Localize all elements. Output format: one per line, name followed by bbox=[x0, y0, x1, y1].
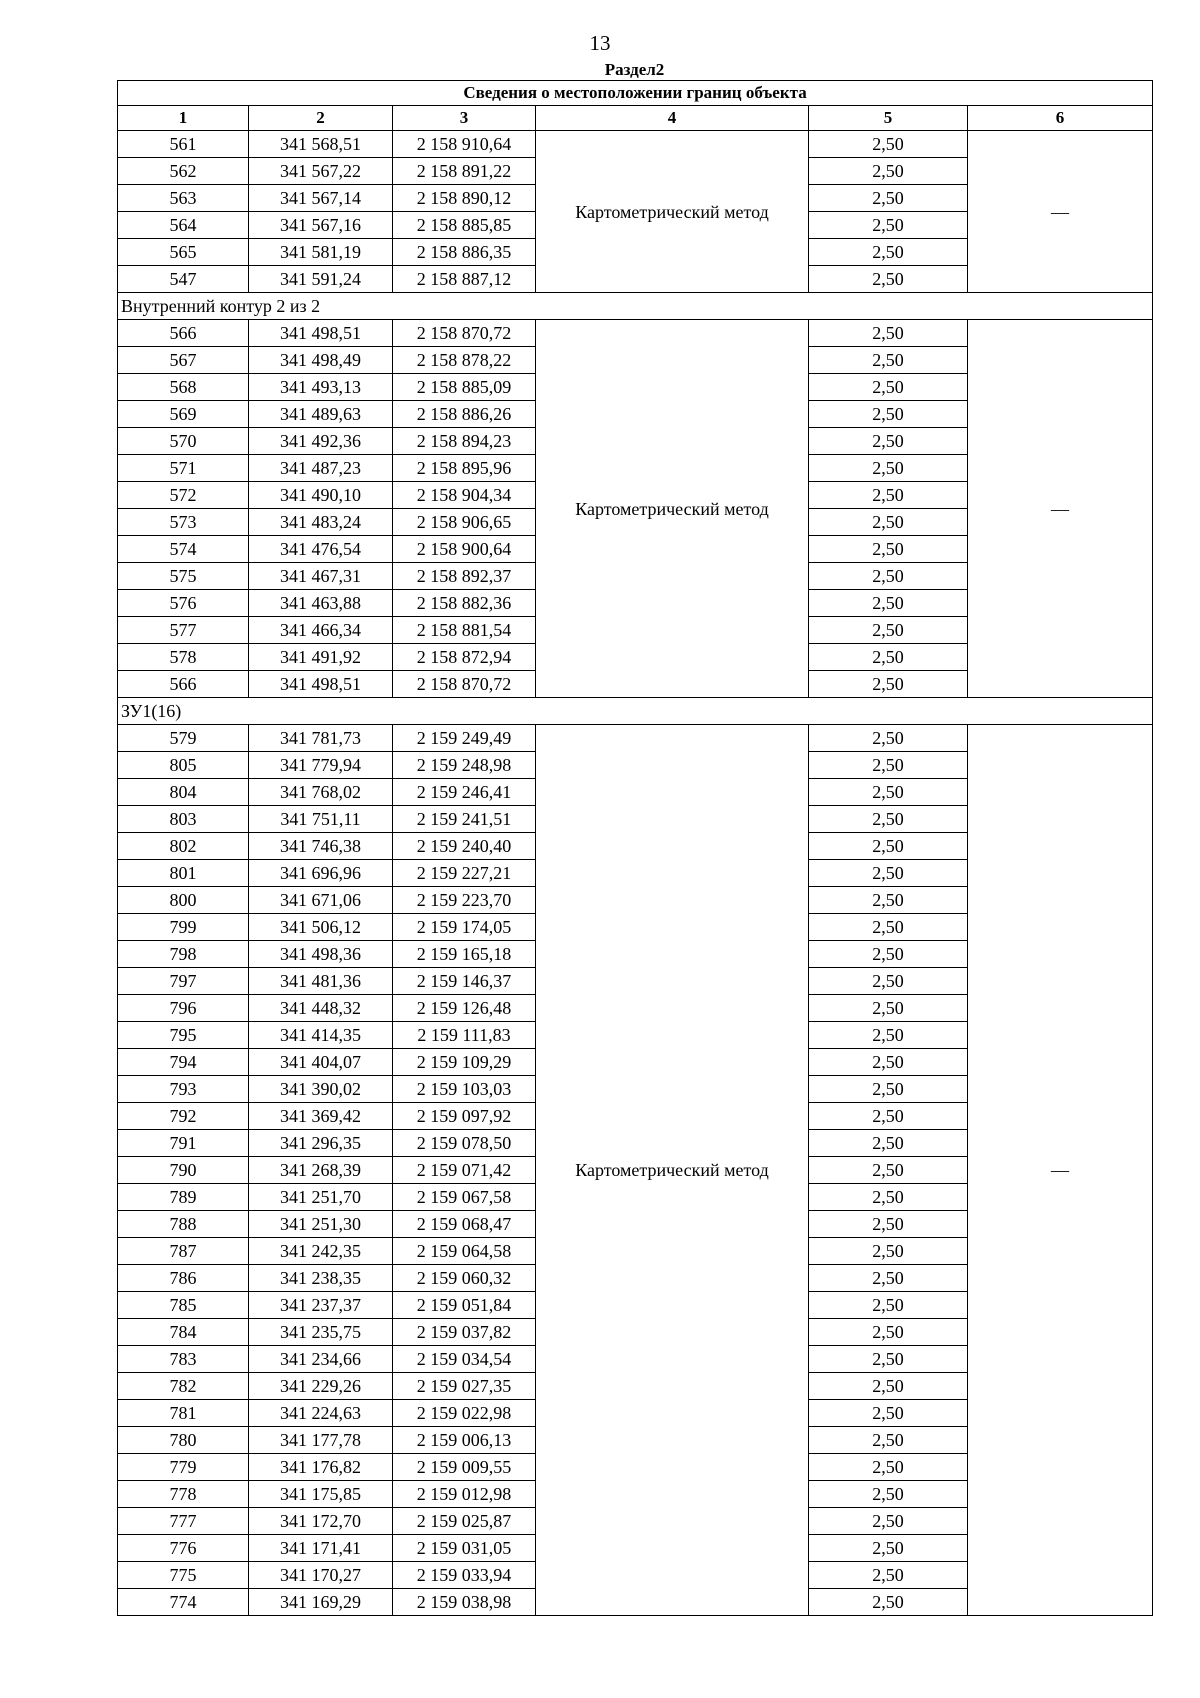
coord-y: 2 159 078,50 bbox=[393, 1130, 536, 1157]
point-number: 547 bbox=[118, 266, 249, 293]
table-row bbox=[118, 725, 1153, 752]
accuracy-value: 2,50 bbox=[809, 860, 968, 887]
accuracy-value: 2,50 bbox=[809, 752, 968, 779]
accuracy-value: 2,50 bbox=[809, 1238, 968, 1265]
accuracy-value: 2,50 bbox=[809, 239, 968, 266]
coord-x: 341 251,30 bbox=[249, 1211, 393, 1238]
coord-y: 2 159 241,51 bbox=[393, 806, 536, 833]
point-number: 566 bbox=[118, 671, 249, 698]
coord-y: 2 159 012,98 bbox=[393, 1481, 536, 1508]
coord-x: 341 567,16 bbox=[249, 212, 393, 239]
page-number: 13 bbox=[589, 31, 611, 55]
coord-y: 2 159 033,94 bbox=[393, 1562, 536, 1589]
coord-y: 2 158 878,22 bbox=[393, 347, 536, 374]
point-number: 790 bbox=[118, 1157, 249, 1184]
accuracy-value: 2,50 bbox=[809, 887, 968, 914]
accuracy-value: 2,50 bbox=[809, 482, 968, 509]
point-number: 775 bbox=[118, 1562, 249, 1589]
coord-y: 2 158 882,36 bbox=[393, 590, 536, 617]
coord-y: 2 159 034,54 bbox=[393, 1346, 536, 1373]
coord-y: 2 159 031,05 bbox=[393, 1535, 536, 1562]
method-cell: Картометрический метод bbox=[536, 725, 809, 1616]
accuracy-value: 2,50 bbox=[809, 185, 968, 212]
accuracy-value: 2,50 bbox=[809, 617, 968, 644]
point-number: 570 bbox=[118, 428, 249, 455]
point-number: 572 bbox=[118, 482, 249, 509]
coord-y: 2 158 872,94 bbox=[393, 644, 536, 671]
coord-x: 341 224,63 bbox=[249, 1400, 393, 1427]
coord-x: 341 768,02 bbox=[249, 779, 393, 806]
coord-x: 341 467,31 bbox=[249, 563, 393, 590]
coord-x: 341 169,29 bbox=[249, 1589, 393, 1616]
column-header-3: 3 bbox=[393, 106, 536, 131]
point-number: 785 bbox=[118, 1292, 249, 1319]
accuracy-value: 2,50 bbox=[809, 968, 968, 995]
coord-x: 341 481,36 bbox=[249, 968, 393, 995]
point-number: 569 bbox=[118, 401, 249, 428]
coord-x: 341 491,92 bbox=[249, 644, 393, 671]
coord-y: 2 158 886,26 bbox=[393, 401, 536, 428]
boundary-table bbox=[117, 80, 1153, 1616]
coord-y: 2 159 174,05 bbox=[393, 914, 536, 941]
coord-y: 2 159 165,18 bbox=[393, 941, 536, 968]
coord-y: 2 159 097,92 bbox=[393, 1103, 536, 1130]
coord-x: 341 591,24 bbox=[249, 266, 393, 293]
coord-x: 341 498,51 bbox=[249, 320, 393, 347]
coord-x: 341 268,39 bbox=[249, 1157, 393, 1184]
coord-y: 2 158 910,64 bbox=[393, 131, 536, 158]
accuracy-value: 2,50 bbox=[809, 1157, 968, 1184]
coord-y: 2 159 227,21 bbox=[393, 860, 536, 887]
coord-x: 341 177,78 bbox=[249, 1427, 393, 1454]
point-number: 567 bbox=[118, 347, 249, 374]
point-number: 573 bbox=[118, 509, 249, 536]
point-number: 795 bbox=[118, 1022, 249, 1049]
point-number: 574 bbox=[118, 536, 249, 563]
point-number: 780 bbox=[118, 1427, 249, 1454]
coord-y: 2 158 894,23 bbox=[393, 428, 536, 455]
accuracy-value: 2,50 bbox=[809, 1265, 968, 1292]
coord-x: 341 696,96 bbox=[249, 860, 393, 887]
coord-y: 2 158 886,35 bbox=[393, 239, 536, 266]
point-number: 563 bbox=[118, 185, 249, 212]
col6-cell: — bbox=[968, 131, 1153, 293]
accuracy-value: 2,50 bbox=[809, 1454, 968, 1481]
coord-y: 2 159 025,87 bbox=[393, 1508, 536, 1535]
coord-y: 2 159 009,55 bbox=[393, 1454, 536, 1481]
accuracy-value: 2,50 bbox=[809, 428, 968, 455]
point-number: 787 bbox=[118, 1238, 249, 1265]
coord-x: 341 242,35 bbox=[249, 1238, 393, 1265]
point-number: 781 bbox=[118, 1400, 249, 1427]
coord-x: 341 781,73 bbox=[249, 725, 393, 752]
accuracy-value: 2,50 bbox=[809, 536, 968, 563]
coord-x: 341 487,23 bbox=[249, 455, 393, 482]
accuracy-value: 2,50 bbox=[809, 644, 968, 671]
point-number: 792 bbox=[118, 1103, 249, 1130]
coord-y: 2 159 064,58 bbox=[393, 1238, 536, 1265]
col6-cell: — bbox=[968, 725, 1153, 1616]
coord-x: 341 404,07 bbox=[249, 1049, 393, 1076]
point-number: 778 bbox=[118, 1481, 249, 1508]
coord-x: 341 176,82 bbox=[249, 1454, 393, 1481]
coord-y: 2 159 111,83 bbox=[393, 1022, 536, 1049]
point-number: 788 bbox=[118, 1211, 249, 1238]
accuracy-value: 2,50 bbox=[809, 455, 968, 482]
coord-y: 2 159 051,84 bbox=[393, 1292, 536, 1319]
accuracy-value: 2,50 bbox=[809, 1400, 968, 1427]
accuracy-value: 2,50 bbox=[809, 725, 968, 752]
coord-y: 2 159 038,98 bbox=[393, 1589, 536, 1616]
column-header-1: 1 bbox=[118, 106, 249, 131]
point-number: 786 bbox=[118, 1265, 249, 1292]
accuracy-value: 2,50 bbox=[809, 1481, 968, 1508]
point-number: 791 bbox=[118, 1130, 249, 1157]
coord-x: 341 476,54 bbox=[249, 536, 393, 563]
coord-y: 2 159 248,98 bbox=[393, 752, 536, 779]
accuracy-value: 2,50 bbox=[809, 833, 968, 860]
point-number: 794 bbox=[118, 1049, 249, 1076]
coord-x: 341 581,19 bbox=[249, 239, 393, 266]
coord-x: 341 490,10 bbox=[249, 482, 393, 509]
accuracy-value: 2,50 bbox=[809, 779, 968, 806]
coord-x: 341 463,88 bbox=[249, 590, 393, 617]
accuracy-value: 2,50 bbox=[809, 374, 968, 401]
accuracy-value: 2,50 bbox=[809, 158, 968, 185]
accuracy-value: 2,50 bbox=[809, 1589, 968, 1616]
coord-x: 341 172,70 bbox=[249, 1508, 393, 1535]
coord-x: 341 506,12 bbox=[249, 914, 393, 941]
coord-y: 2 158 885,85 bbox=[393, 212, 536, 239]
point-number: 804 bbox=[118, 779, 249, 806]
point-number: 774 bbox=[118, 1589, 249, 1616]
coord-x: 341 448,32 bbox=[249, 995, 393, 1022]
coord-x: 341 751,11 bbox=[249, 806, 393, 833]
group-label-row bbox=[118, 293, 1153, 320]
coord-y: 2 158 891,22 bbox=[393, 158, 536, 185]
accuracy-value: 2,50 bbox=[809, 1130, 968, 1157]
point-number: 579 bbox=[118, 725, 249, 752]
accuracy-value: 2,50 bbox=[809, 590, 968, 617]
point-number: 793 bbox=[118, 1076, 249, 1103]
accuracy-value: 2,50 bbox=[809, 563, 968, 590]
coord-y: 2 159 246,41 bbox=[393, 779, 536, 806]
point-number: 575 bbox=[118, 563, 249, 590]
table-title-row bbox=[118, 81, 1153, 106]
point-number: 564 bbox=[118, 212, 249, 239]
coord-x: 341 234,66 bbox=[249, 1346, 393, 1373]
accuracy-value: 2,50 bbox=[809, 1508, 968, 1535]
coord-x: 341 296,35 bbox=[249, 1130, 393, 1157]
coord-y: 2 158 890,12 bbox=[393, 185, 536, 212]
coord-x: 341 746,38 bbox=[249, 833, 393, 860]
point-number: 576 bbox=[118, 590, 249, 617]
column-header-6: 6 bbox=[968, 106, 1153, 131]
point-number: 799 bbox=[118, 914, 249, 941]
table-row bbox=[118, 131, 1153, 158]
column-header-4: 4 bbox=[536, 106, 809, 131]
point-number: 802 bbox=[118, 833, 249, 860]
point-number: 577 bbox=[118, 617, 249, 644]
coord-x: 341 251,70 bbox=[249, 1184, 393, 1211]
point-number: 578 bbox=[118, 644, 249, 671]
coord-y: 2 159 068,47 bbox=[393, 1211, 536, 1238]
coord-y: 2 158 887,12 bbox=[393, 266, 536, 293]
point-number: 779 bbox=[118, 1454, 249, 1481]
point-number: 568 bbox=[118, 374, 249, 401]
accuracy-value: 2,50 bbox=[809, 1184, 968, 1211]
column-header-5: 5 bbox=[809, 106, 968, 131]
coord-y: 2 159 006,13 bbox=[393, 1427, 536, 1454]
point-number: 783 bbox=[118, 1346, 249, 1373]
coord-x: 341 498,51 bbox=[249, 671, 393, 698]
coord-x: 341 498,36 bbox=[249, 941, 393, 968]
point-number: 805 bbox=[118, 752, 249, 779]
accuracy-value: 2,50 bbox=[809, 1346, 968, 1373]
coord-y: 2 159 060,32 bbox=[393, 1265, 536, 1292]
accuracy-value: 2,50 bbox=[809, 1076, 968, 1103]
accuracy-value: 2,50 bbox=[809, 266, 968, 293]
coord-x: 341 369,42 bbox=[249, 1103, 393, 1130]
accuracy-value: 2,50 bbox=[809, 1022, 968, 1049]
coord-y: 2 159 071,42 bbox=[393, 1157, 536, 1184]
coord-x: 341 238,35 bbox=[249, 1265, 393, 1292]
accuracy-value: 2,50 bbox=[809, 1535, 968, 1562]
accuracy-value: 2,50 bbox=[809, 1292, 968, 1319]
column-header-row bbox=[118, 106, 1153, 131]
coord-x: 341 493,13 bbox=[249, 374, 393, 401]
accuracy-value: 2,50 bbox=[809, 995, 968, 1022]
coord-x: 341 492,36 bbox=[249, 428, 393, 455]
coord-x: 341 498,49 bbox=[249, 347, 393, 374]
accuracy-value: 2,50 bbox=[809, 1562, 968, 1589]
coord-x: 341 175,85 bbox=[249, 1481, 393, 1508]
coord-y: 2 159 103,03 bbox=[393, 1076, 536, 1103]
coord-y: 2 158 895,96 bbox=[393, 455, 536, 482]
coord-y: 2 158 892,37 bbox=[393, 563, 536, 590]
coord-y: 2 159 223,70 bbox=[393, 887, 536, 914]
coord-x: 341 568,51 bbox=[249, 131, 393, 158]
group-label: Внутренний контур 2 из 2 bbox=[118, 293, 1153, 320]
col6-cell: — bbox=[968, 320, 1153, 698]
point-number: 797 bbox=[118, 968, 249, 995]
method-cell: Картометрический метод bbox=[536, 131, 809, 293]
point-number: 803 bbox=[118, 806, 249, 833]
coord-y: 2 159 037,82 bbox=[393, 1319, 536, 1346]
table-title: Сведения о местоположении границ объекта bbox=[118, 81, 1153, 106]
point-number: 800 bbox=[118, 887, 249, 914]
point-number: 784 bbox=[118, 1319, 249, 1346]
coord-x: 341 171,41 bbox=[249, 1535, 393, 1562]
coord-y: 2 159 022,98 bbox=[393, 1400, 536, 1427]
accuracy-value: 2,50 bbox=[809, 941, 968, 968]
coord-y: 2 158 870,72 bbox=[393, 320, 536, 347]
coord-y: 2 159 109,29 bbox=[393, 1049, 536, 1076]
coord-x: 341 170,27 bbox=[249, 1562, 393, 1589]
point-number: 789 bbox=[118, 1184, 249, 1211]
accuracy-value: 2,50 bbox=[809, 1049, 968, 1076]
coord-y: 2 159 067,58 bbox=[393, 1184, 536, 1211]
point-number: 782 bbox=[118, 1373, 249, 1400]
accuracy-value: 2,50 bbox=[809, 1319, 968, 1346]
coord-y: 2 158 881,54 bbox=[393, 617, 536, 644]
accuracy-value: 2,50 bbox=[809, 401, 968, 428]
accuracy-value: 2,50 bbox=[809, 914, 968, 941]
method-cell: Картометрический метод bbox=[536, 320, 809, 698]
coord-y: 2 158 904,34 bbox=[393, 482, 536, 509]
accuracy-value: 2,50 bbox=[809, 671, 968, 698]
coord-y: 2 158 870,72 bbox=[393, 671, 536, 698]
group-label-row bbox=[118, 698, 1153, 725]
coord-x: 341 671,06 bbox=[249, 887, 393, 914]
table-body bbox=[118, 131, 1153, 1616]
point-number: 571 bbox=[118, 455, 249, 482]
coord-x: 341 390,02 bbox=[249, 1076, 393, 1103]
column-header-2: 2 bbox=[249, 106, 393, 131]
point-number: 777 bbox=[118, 1508, 249, 1535]
coord-y: 2 159 146,37 bbox=[393, 968, 536, 995]
accuracy-value: 2,50 bbox=[809, 509, 968, 536]
coord-y: 2 159 126,48 bbox=[393, 995, 536, 1022]
accuracy-value: 2,50 bbox=[809, 806, 968, 833]
table-row bbox=[118, 320, 1153, 347]
point-number: 801 bbox=[118, 860, 249, 887]
accuracy-value: 2,50 bbox=[809, 131, 968, 158]
coord-x: 341 779,94 bbox=[249, 752, 393, 779]
coord-x: 341 237,37 bbox=[249, 1292, 393, 1319]
point-number: 798 bbox=[118, 941, 249, 968]
point-number: 561 bbox=[118, 131, 249, 158]
coord-y: 2 159 249,49 bbox=[393, 725, 536, 752]
accuracy-value: 2,50 bbox=[809, 1427, 968, 1454]
accuracy-value: 2,50 bbox=[809, 1211, 968, 1238]
coord-y: 2 158 885,09 bbox=[393, 374, 536, 401]
coord-y: 2 158 900,64 bbox=[393, 536, 536, 563]
coord-x: 341 229,26 bbox=[249, 1373, 393, 1400]
point-number: 566 bbox=[118, 320, 249, 347]
coord-x: 341 235,75 bbox=[249, 1319, 393, 1346]
point-number: 796 bbox=[118, 995, 249, 1022]
accuracy-value: 2,50 bbox=[809, 212, 968, 239]
accuracy-value: 2,50 bbox=[809, 1103, 968, 1130]
point-number: 562 bbox=[118, 158, 249, 185]
coord-x: 341 567,22 bbox=[249, 158, 393, 185]
point-number: 776 bbox=[118, 1535, 249, 1562]
coord-x: 341 466,34 bbox=[249, 617, 393, 644]
accuracy-value: 2,50 bbox=[809, 347, 968, 374]
coord-x: 341 483,24 bbox=[249, 509, 393, 536]
section-title: Раздел2 bbox=[604, 60, 665, 79]
coord-y: 2 159 240,40 bbox=[393, 833, 536, 860]
accuracy-value: 2,50 bbox=[809, 320, 968, 347]
coord-y: 2 159 027,35 bbox=[393, 1373, 536, 1400]
coord-x: 341 414,35 bbox=[249, 1022, 393, 1049]
coord-y: 2 158 906,65 bbox=[393, 509, 536, 536]
group-label: ЗУ1(16) bbox=[118, 698, 1153, 725]
accuracy-value: 2,50 bbox=[809, 1373, 968, 1400]
coord-x: 341 567,14 bbox=[249, 185, 393, 212]
coord-x: 341 489,63 bbox=[249, 401, 393, 428]
point-number: 565 bbox=[118, 239, 249, 266]
